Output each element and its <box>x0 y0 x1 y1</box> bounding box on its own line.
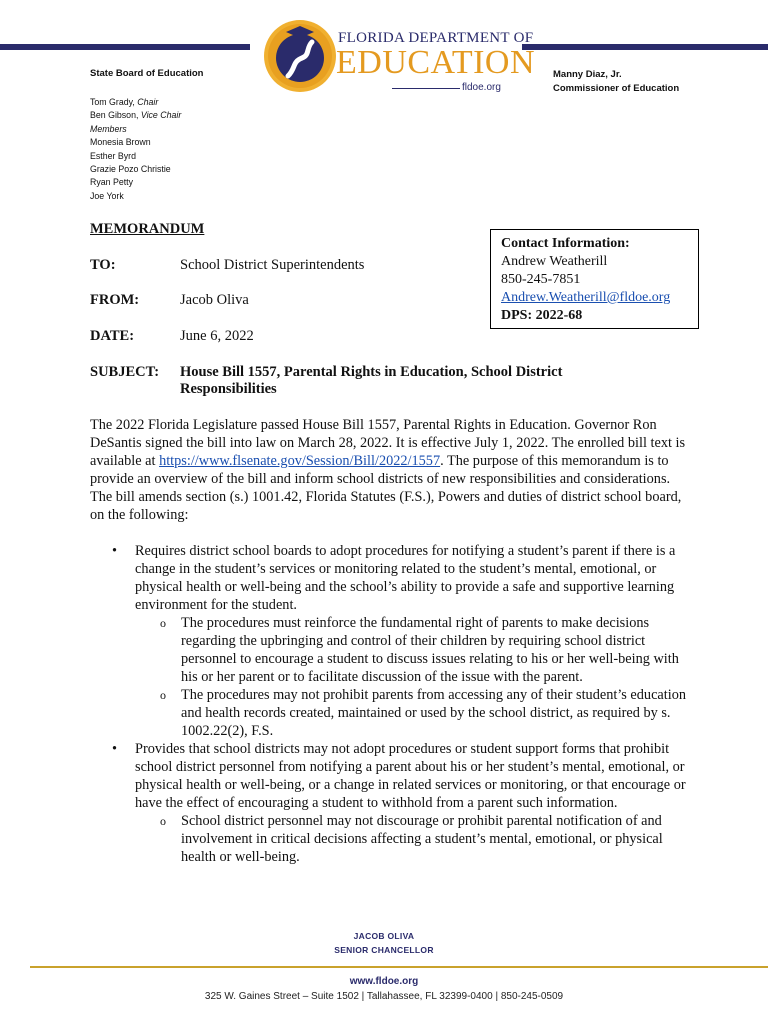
contact-email-link[interactable]: Andrew.Weatherill@fldoe.org <box>501 290 671 305</box>
contact-phone: 850-245-7851 <box>501 272 581 287</box>
dps-number: DPS: 2022-68 <box>501 308 583 323</box>
list-item: o School district personnel may not discourage or prohibit parental notification of and involvement in critical decisions affecting a student’s mental, emotional, or physical health or well-being. <box>160 813 663 865</box>
subject-label: SUBJECT: <box>90 364 160 380</box>
logo-education-text: EDUCATION <box>336 44 536 81</box>
board-member: Esther Byrd <box>90 150 136 161</box>
board-title: State Board of Education <box>90 68 204 79</box>
footer-address: 325 W. Gaines Street – Suite 1502 | Tallahassee, FL 32399-0400 | 850-245-0509 <box>204 991 564 1002</box>
bullet-list <box>90 542 690 866</box>
fldoe-logo <box>262 18 536 98</box>
board-members-heading: Members <box>90 123 127 134</box>
list-item: • Requires district school boards to adopt procedures for notifying a student’s parent if there is a change in the student’s services or monitoring related to the student’s mental, emotional, or physical health or well-being and the school’s ability to provide a safe and supportive learning environment for the student. <box>112 543 676 613</box>
bullet-icon: • <box>112 741 118 757</box>
signature-name: JACOB OLIVA <box>353 931 415 941</box>
board-members-list <box>90 96 181 203</box>
bullet-icon: • <box>112 543 118 559</box>
contact-heading: Contact Information: <box>501 236 630 251</box>
date-label: DATE: <box>90 328 135 344</box>
commissioner-block <box>553 68 679 96</box>
list-item: o The procedures must reinforce the fundamental right of parents to make decisions regarding the upbringing and control of their children by requiring school district personnel to encourage a student to discuss issues relating to his or her well-being with his or her parent or to facilitate discussion of the issue with the parent. <box>160 615 679 685</box>
signature-role: SENIOR CHANCELLOR <box>334 945 434 955</box>
to-label: TO: <box>90 257 116 273</box>
bill-text-link[interactable]: https://www.flsenate.gov/Session/Bill/2022/1557 <box>159 453 441 469</box>
board-member: Grazie Pozo Christie <box>90 164 171 175</box>
memo-title: MEMORANDUM <box>90 221 205 237</box>
intro-paragraph <box>90 416 690 524</box>
from-value: Jacob Oliva <box>180 292 249 308</box>
date-value: June 6, 2022 <box>180 328 254 344</box>
contact-name: Andrew Weatherill <box>501 254 608 269</box>
footer-rule <box>30 966 768 968</box>
header-rule-left <box>0 44 250 50</box>
intro-text-after: . The purpose of this memorandum is to provide an overview of the bill and inform school districts of new responsibilities and considerations. The bill amends section (s.) 1001.42, Florida Statutes (F.S.), Powers and duties of district school board, on the following: <box>90 453 682 523</box>
fldoe-seal-icon <box>262 18 338 94</box>
commissioner-name: Manny Diaz, Jr. <box>553 69 622 80</box>
circle-bullet-icon: o <box>160 616 166 630</box>
commissioner-title: Commissioner of Education <box>553 83 680 94</box>
circle-bullet-icon: o <box>160 814 166 828</box>
list-item: o The procedures may not prohibit parents from accessing any of their student’s education and health records created, maintained or used by the school district, as required by s. 1002.22(2), F.S. <box>160 687 687 739</box>
circle-bullet-icon: o <box>160 688 166 702</box>
logo-url[interactable]: fldoe.org <box>462 82 501 93</box>
subject-value: House Bill 1557, Parental Rights in Education, School District Responsibilities <box>180 364 563 397</box>
board-member: Ryan Petty <box>90 177 134 188</box>
intro-text-before: The 2022 Florida Legislature passed House Bill 1557, Parental Rights in Education. Governor Ron DeSantis signed the bill into law on March 28, 2022. It is effective July 1, 2022. The enrolled bill text is available at <box>90 417 686 469</box>
logo-dept-text: FLORIDA DEPARTMENT OF <box>338 30 534 46</box>
contact-box <box>490 229 699 329</box>
logo-url-rule <box>392 88 460 89</box>
from-label: FROM: <box>90 292 140 308</box>
to-value: School District Superintendents <box>180 257 365 273</box>
board-member: Monesia Brown <box>90 137 151 148</box>
board-member: Joe York <box>90 190 124 201</box>
footer-url-link[interactable]: www.fldoe.org <box>349 976 419 987</box>
list-item: • Provides that school districts may not adopt procedures or student support forms that prohibit school district personnel from notifying a parent about his or her student’s mental, emotional, or physical health or well-being, or a change in related services or monitoring, or that encourage or have the effect of encouraging a student to withhold from a parent such information. <box>112 741 686 811</box>
board-member: Tom Grady, Chair <box>90 97 159 107</box>
board-member: Ben Gibson, Vice Chair <box>90 110 182 121</box>
header-rule-right <box>522 44 768 50</box>
